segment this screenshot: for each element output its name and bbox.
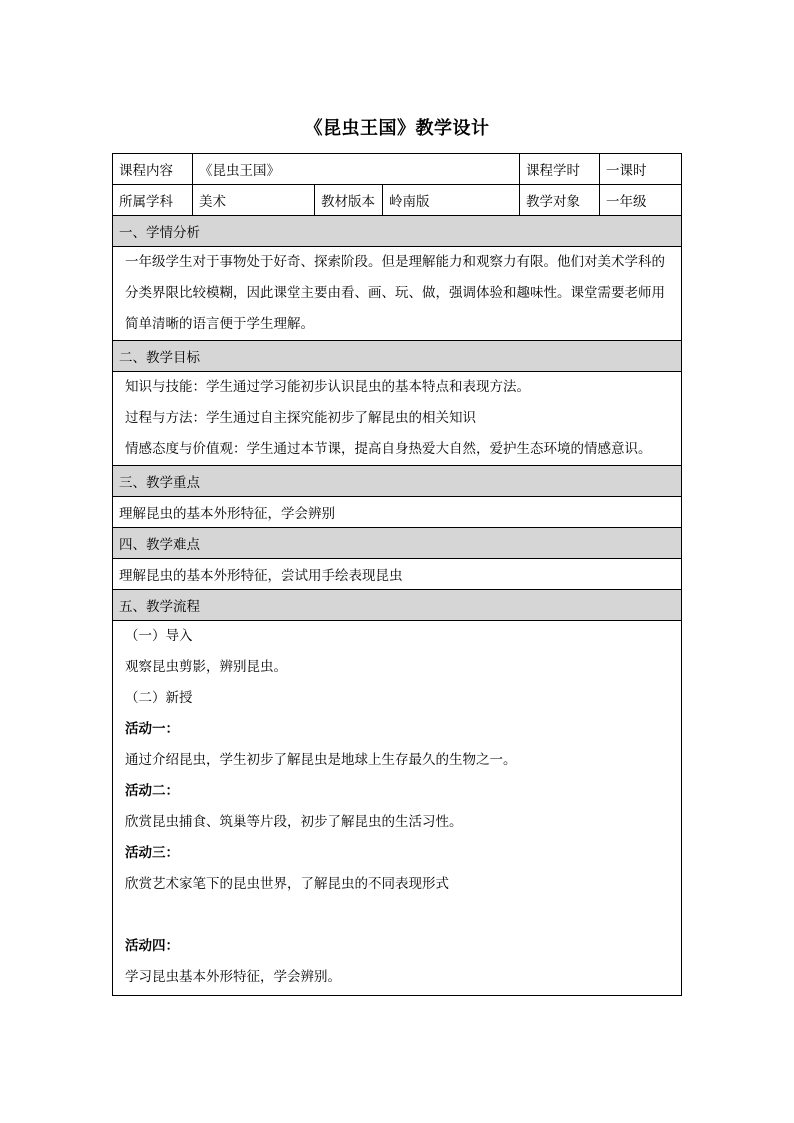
paragraph-line: 简单清晰的语言便于学生理解。	[125, 316, 314, 332]
activity-1-text: 通过介绍昆虫，学生初步了解昆虫是地球上生存最久的生物之一。	[125, 752, 517, 768]
section-heading-row	[113, 590, 682, 621]
document-title: 《昆虫王国》教学设计	[304, 118, 490, 139]
teaching-process-body	[113, 621, 682, 996]
new-teaching-label: （二）新授	[125, 690, 193, 706]
section-body-row	[113, 621, 682, 996]
section-heading-teaching-process: 五、教学流程	[113, 590, 682, 621]
paragraph-line: 分类界限比较模糊，因此课堂主要由看、画、玩、做，强调体验和趣味性。课堂需要老师用	[125, 285, 665, 301]
section-heading-difficulties: 四、教学难点	[113, 528, 682, 559]
goal-process: 过程与方法：学生通过自主探究能初步了解昆虫的相关知识	[125, 410, 476, 426]
section-heading-row	[113, 528, 682, 559]
teaching-goals-text	[113, 372, 682, 466]
section-heading-row	[113, 466, 682, 497]
lesson-plan-table	[112, 153, 682, 996]
section-heading-row	[113, 341, 682, 372]
edition-value: 岭南版	[383, 185, 520, 216]
goal-knowledge: 知识与技能：学生通过学习能初步认识昆虫的基本特点和表现方法。	[125, 379, 530, 395]
intro-text: 观察昆虫剪影，辨别昆虫。	[125, 659, 287, 675]
subject-value: 美术	[193, 185, 315, 216]
section-body-row	[113, 372, 682, 466]
section-body-row	[113, 247, 682, 341]
paragraph-line: 一年级学生对于事物处于好奇、探索阶段。但是理解能力和观察力有限。他们对美术学科的	[125, 254, 665, 270]
section-body-row	[113, 497, 682, 528]
course-value: 《昆虫王国》	[193, 154, 520, 185]
section-heading-row	[113, 216, 682, 247]
section-heading-key-points: 三、教学重点	[113, 466, 682, 497]
subject-label: 所属学科	[113, 185, 193, 216]
goal-attitude: 情感态度与价值观：学生通过本节课，提高自身热爱大自然，爱护生态环境的情感意识。	[125, 441, 652, 457]
section-body-row	[113, 559, 682, 590]
info-row-course	[113, 154, 682, 185]
section-heading-teaching-goals: 二、教学目标	[113, 341, 682, 372]
activity-3-label: 活动三：	[125, 845, 179, 861]
course-label: 课程内容	[113, 154, 193, 185]
activity-4-text: 学习昆虫基本外形特征，学会辨别。	[125, 969, 341, 985]
key-points-text: 理解昆虫的基本外形特征，学会辨别	[113, 497, 682, 528]
audience-label: 教学对象	[520, 185, 600, 216]
hours-label: 课程学时	[520, 154, 600, 185]
difficulties-text: 理解昆虫的基本外形特征，尝试用手绘表现昆虫	[113, 559, 682, 590]
section-heading-learning-analysis: 一、学情分析	[113, 216, 682, 247]
learning-analysis-text	[113, 247, 682, 341]
audience-value: 一年级	[600, 185, 682, 216]
activity-2-text: 欣赏昆虫捕食、筑巢等片段，初步了解昆虫的生活习性。	[125, 814, 463, 830]
blank-line	[125, 900, 669, 931]
activity-1-label: 活动一：	[125, 721, 179, 737]
activity-2-label: 活动二：	[125, 783, 179, 799]
edition-label: 教材版本	[315, 185, 383, 216]
info-row-subject	[113, 185, 682, 216]
activity-4-label: 活动四：	[125, 938, 179, 954]
intro-label: （一）导入	[125, 628, 193, 644]
activity-3-text: 欣赏艺术家笔下的昆虫世界，了解昆虫的不同表现形式	[125, 876, 449, 892]
hours-value: 一课时	[600, 154, 682, 185]
